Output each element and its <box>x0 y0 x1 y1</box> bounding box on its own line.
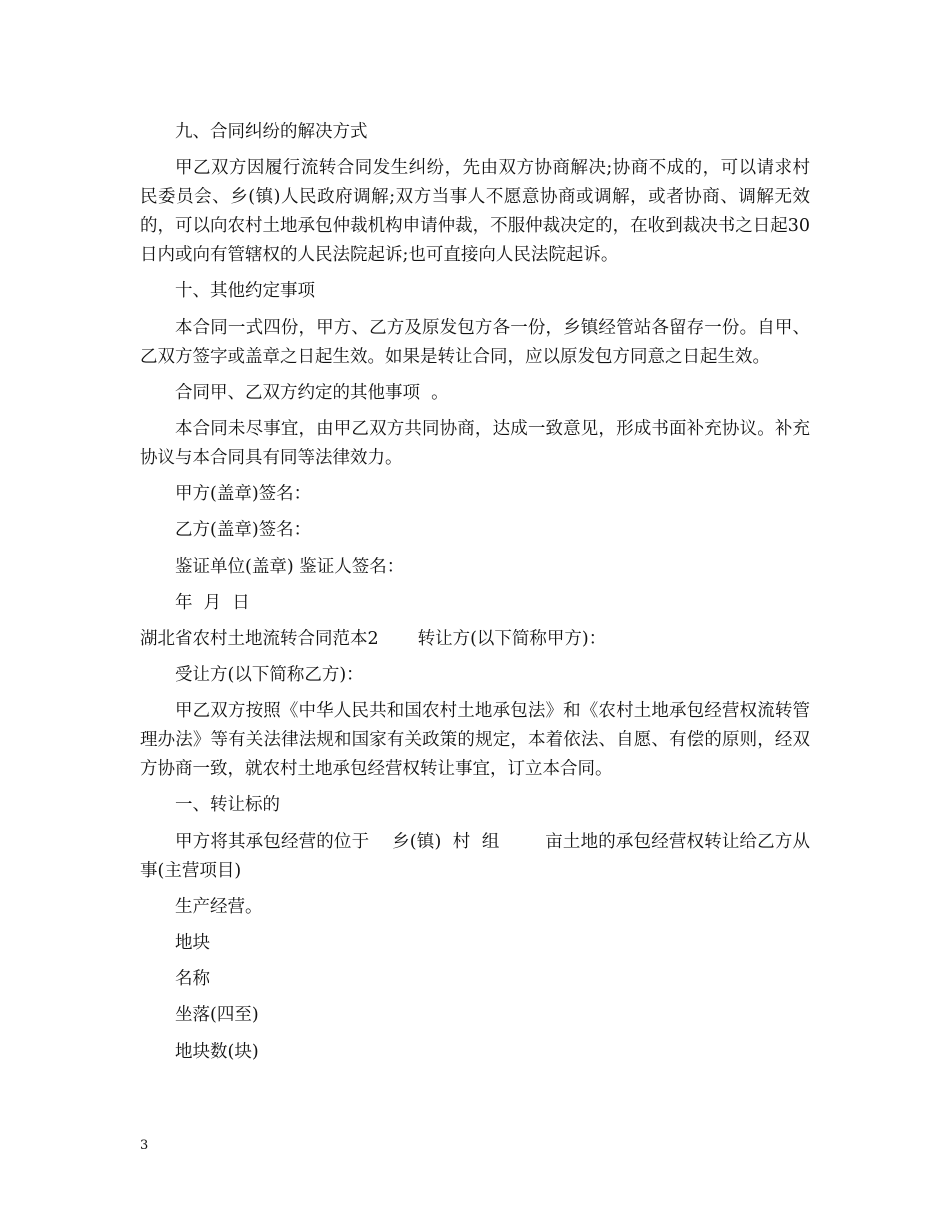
paragraph-copies-and-effect: 本合同一式四份，甲方、乙方及原发包方各一份，乡镇经管站各留存一份。自甲、乙双方签字或盖章之日起生效。如果是转让合同，应以原发包方同意之日起生效。 <box>140 317 810 367</box>
field-plot-count: 地块数(块) <box>175 1041 259 1062</box>
signature-party-a: 甲方(盖章)签名： <box>175 484 312 505</box>
field-plot: 地块 <box>175 933 210 953</box>
paragraph-other-agreed-items: 合同甲、乙双方约定的其他事项 。 <box>175 382 449 403</box>
section-heading-transfer-subject: 一、转让标的 <box>175 795 280 816</box>
section-heading-other-terms: 十、其他约定事项 <box>175 281 315 302</box>
paragraph-transfer-subject: 甲方将其承包经营的位于 乡(镇) 村 组 亩土地的承包经营权转让给乙方从事(主营项目) <box>140 831 810 881</box>
field-name: 名称 <box>175 969 210 990</box>
section-heading-dispute-resolution: 九、合同纠纷的解决方式 <box>175 122 368 142</box>
field-location-boundaries: 坐落(四至) <box>175 1005 259 1026</box>
contract-template-title: 湖北省农村土地流转合同范本2 转让方(以下简称甲方)： <box>140 628 607 649</box>
transferee-line: 受让方(以下简称乙方)： <box>175 665 364 686</box>
line-production-operation: 生产经营。 <box>175 896 263 917</box>
paragraph-legal-basis: 甲乙双方按照《中华人民共和国农村土地承包法》和《农村土地承包经营权流转管理办法》等有关法律法规和国家有关政策的规定，本着依法、自愿、有偿的原则，经双方协商一致，就农村土地承包经营权转让事宜，订立本合同。 <box>140 701 810 780</box>
paragraph-supplementary-agreement: 本合同未尽事宜，由甲乙双方共同协商，达成一致意见，形成书面补充协议。补充协议与本合同具有同等法律效力。 <box>140 418 810 468</box>
signature-date: 年 月 日 <box>175 592 250 613</box>
signature-verifier: 鉴证单位(盖章) 鉴证人签名： <box>175 556 405 577</box>
page-number: 3 <box>140 1138 149 1153</box>
document-body <box>140 118 810 1074</box>
signature-party-b: 乙方(盖章)签名： <box>175 520 312 541</box>
paragraph-dispute-resolution: 甲乙双方因履行流转合同发生纠纷，先由双方协商解决;协商不成的，可以请求村民委员会、乡(镇)人民政府调解;双方当事人不愿意协商或调解，或者协商、调解无效的，可以向农村土地承包仲裁机构申请仲裁，不服仲裁决定的，在收到裁决书之日起30日内或向有管辖权的人民法院起诉;也可直接向人民法院起诉。 <box>140 158 810 266</box>
